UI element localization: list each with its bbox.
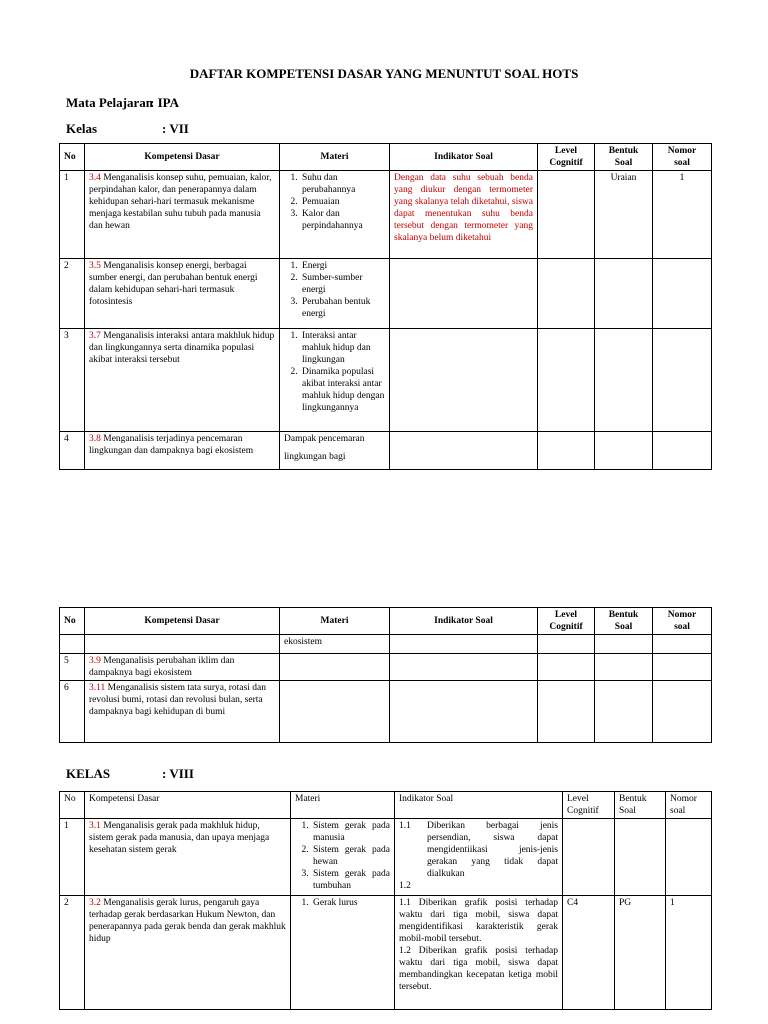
header-materi: Materi [280, 608, 390, 635]
header-indikator: Indikator Soal [390, 144, 538, 171]
kelas-line [66, 121, 189, 137]
table-row [60, 896, 712, 1010]
header-no: No [60, 792, 85, 819]
row-nomor [653, 259, 712, 329]
row-kd: 3.8 Menganalisis terjadinya pencemaran lingkungan dan dampaknya bagi ekosistem [85, 432, 280, 470]
row-level [538, 329, 595, 432]
header-nomor: Nomor soal [653, 608, 712, 635]
table-row [60, 681, 712, 743]
header-nomor: Nomor soal [653, 144, 712, 171]
kelas-value: : VII [162, 121, 189, 136]
kelas-label: Kelas [66, 121, 98, 136]
row-materi: 1. Interaksi antar mahluk hidup dan lingkungan 2. Dinamika populasi akibat interaksi antar mahluk hidup dengan lingkungannya [280, 329, 390, 432]
kelas-8-value: : VIII [162, 766, 194, 781]
header-level: Level Cognitif [563, 792, 615, 819]
row-no: 5 [60, 654, 85, 681]
table-row [60, 329, 712, 432]
table-row [60, 171, 712, 259]
page-title: DAFTAR KOMPETENSI DASAR YANG MENUNTUT SOAL HOTS [189, 66, 579, 81]
header-row [60, 144, 712, 171]
header-no: No [60, 608, 85, 635]
row-level [563, 819, 615, 896]
header-kd: Kompetensi Dasar [85, 608, 280, 635]
header-indikator: Indikator Soal [395, 792, 563, 819]
header-no: No [60, 144, 85, 171]
header-materi: Materi [291, 792, 395, 819]
row-materi: 1. Gerak lurus [291, 896, 395, 1010]
mata-pelajaran-value: : IPA [150, 95, 180, 110]
row-indikator: 1.1 Diberikan berbagai jenis persendian, siswa dapat mengidentiikasi jenis-jenis gerakan yang tidak dapat dialkukan 1.2 [395, 819, 563, 896]
row-nomor [653, 329, 712, 432]
row-kd: 3.9 Menganalisis perubahan iklim dan dampaknya bagi ekosistem [85, 654, 280, 681]
row-no: 1 [60, 171, 85, 259]
row-nomor: 1 [666, 896, 712, 1010]
row-kd: 3.1 Menganalisis gerak pada makhluk hidup, sistem gerak pada manusia, dan upaya menjaga kesehatan sistem gerak [85, 819, 291, 896]
header-kd: Kompetensi Dasar [85, 792, 291, 819]
row-indikator: Dengan data suhu sebuah benda yang diukur dengan termometer yang skalanya telah diketahui, siswa dapat menentukan suhu benda tersebut dengan termometer yang skalanya belum diketahui [390, 171, 538, 259]
header-level: Level Cognitif [538, 144, 595, 171]
row-indikator [390, 432, 538, 470]
row-bentuk [595, 259, 653, 329]
row-level: C4 [563, 896, 615, 1010]
row-kd: 3.2 Menganalisis gerak lurus, pengaruh gaya terhadap gerak berdasarkan Hukum Newton, dan penerapannya pada gerak benda dan gerak makhluk hidup [85, 896, 291, 1010]
header-nomor: Nomor soal [666, 792, 712, 819]
row-no: 2 [60, 896, 85, 1010]
row-level [538, 171, 595, 259]
header-level: Level Cognitif [538, 608, 595, 635]
row-bentuk [595, 432, 653, 470]
kelas-8-line [66, 766, 194, 782]
table-row [60, 654, 712, 681]
row-indikator [390, 259, 538, 329]
row-kd: 3.4 Menganalisis konsep suhu, pemuaian, kalor, perpindahan kalor, dan penerapannya dalam kehidupan sehari-hari termasuk mekanisme menjaga kestabilan suhu tubuh pada manusia dan hewan [85, 171, 280, 259]
row-bentuk: PG [615, 896, 666, 1010]
row-nomor [666, 819, 712, 896]
header-row [60, 608, 712, 635]
row-nomor: 1 [653, 171, 712, 259]
kd-table-kelas-7 [59, 143, 712, 470]
row-level [538, 259, 595, 329]
header-bentuk: Bentuk Soal [595, 144, 653, 171]
header-row [60, 792, 712, 819]
row-no: 4 [60, 432, 85, 470]
row-indikator: 1.1 Diberikan grafik posisi terhadap waktu dari tiga mobil, siswa dapat mengidentifikasi karakteristik gerak mobil-mobil tersebut. 1.2 Diberikan grafik posisi terhadap waktu dari tiga mobil, siswa dapat membandingkan kecepatan ketiga mobil tersebut. [395, 896, 563, 1010]
row-materi: 1. Energi 2. Sumber-sumber energi 3. Perubahan bentuk energi [280, 259, 390, 329]
row-bentuk: Uraian [595, 171, 653, 259]
row-no: 3 [60, 329, 85, 432]
row-kd: 3.11 Menganalisis sistem tata surya, rotasi dan revolusi bumi, rotasi dan revolusi bulan, serta dampaknya bagi kehidupan di bumi [85, 681, 280, 743]
kelas-8-label: KELAS [66, 766, 111, 781]
header-materi: Materi [280, 144, 390, 171]
table-row [60, 259, 712, 329]
row-bentuk [595, 329, 653, 432]
row-no: 6 [60, 681, 85, 743]
row-materi: ekosistem [280, 635, 390, 654]
row-indikator [390, 329, 538, 432]
kd-table-kelas-7-continued [59, 607, 712, 743]
row-nomor [653, 432, 712, 470]
kd-table-kelas-8 [59, 791, 712, 1010]
row-level [538, 432, 595, 470]
table-row [60, 635, 712, 654]
row-materi: 1. Suhu dan perubahannya 2. Pemuaian 3. Kalor dan perpindahannya [280, 171, 390, 259]
mata-pelajaran-label: Mata Pelajaran [66, 95, 154, 110]
header-kd: Kompetensi Dasar [85, 144, 280, 171]
table-row [60, 432, 712, 470]
header-bentuk: Bentuk Soal [615, 792, 666, 819]
row-kd: 3.5 Menganalisis konsep energi, berbagai sumber energi, dan perubahan bentuk energi dalam kehidupan sehari-hari termasuk fotosintesis [85, 259, 280, 329]
table-row [60, 819, 712, 896]
row-bentuk [615, 819, 666, 896]
header-indikator: Indikator Soal [390, 608, 538, 635]
row-materi: Dampak pencemaran lingkungan bagi [280, 432, 390, 470]
header-bentuk: Bentuk Soal [595, 608, 653, 635]
row-no: 1 [60, 819, 85, 896]
row-no: 2 [60, 259, 85, 329]
row-kd: 3.7 Menganalisis interaksi antara makhluk hidup dan lingkungannya serta dinamika populasi akibat interaksi tersebut [85, 329, 280, 432]
mata-pelajaran-line [66, 95, 180, 111]
row-materi: 1. Sistem gerak pada manusia 2. Sistem gerak pada hewan 3. Sistem gerak pada tumbuhan [291, 819, 395, 896]
